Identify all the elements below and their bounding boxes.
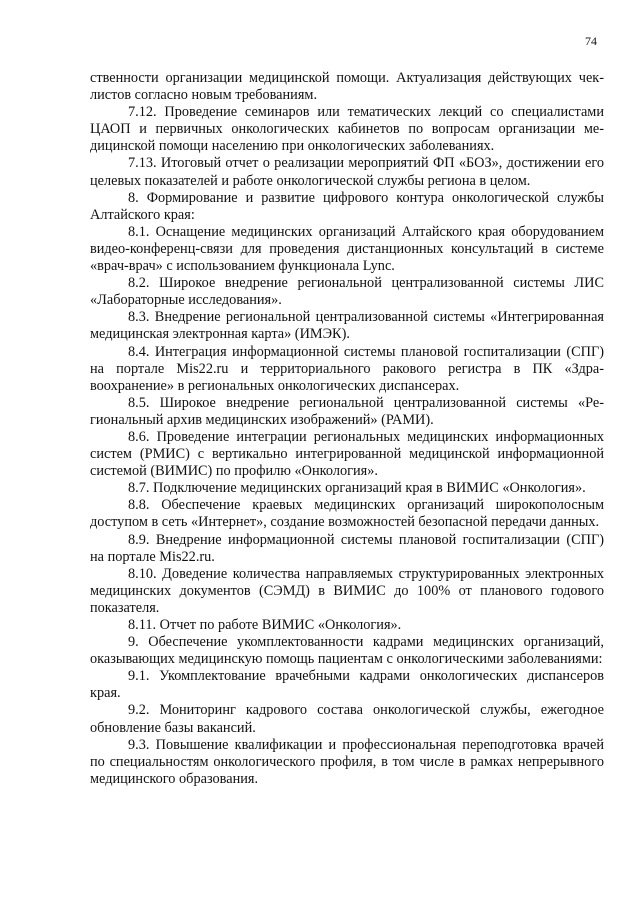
paragraph: 8.4. Интеграция информационной системы плановой госпитализации (СПГ) на портале Mis22.ru и территориального ракового регистра в ПК «Здравоохранение» в региональных онкологических диспансерах. xyxy=(90,343,604,394)
paragraph: 8.9. Внедрение информационной системы плановой госпитализации (СПГ) на портале Mis22.ru. xyxy=(90,531,604,565)
paragraph: 8.10. Доведение количества направляемых структурированных электронных медицинских документов (СЭМД) в ВИМИС до 100% от планового годового показателя. xyxy=(90,565,604,616)
document-body xyxy=(90,70,604,788)
paragraph: 8.1. Оснащение медицинских организаций Алтайского края оборудованием видео-конференц-связи для проведения дистанционных консультаций в системе «врач-врач» с использованием функционала Lync. xyxy=(90,223,604,275)
paragraph: 8.5. Широкое внедрение региональной централизованной системы «Региональный архив медицинских изображений» (РАМИ). xyxy=(90,394,604,428)
paragraph: 7.13. Итоговый отчет о реализации мероприятий ФП «БОЗ», достижении его целевых показателей и работе онкологической службы региона в целом. xyxy=(90,155,604,189)
paragraph: 9.1. Укомплектование врачебными кадрами онкологических диспансеров края. xyxy=(90,668,604,702)
paragraph: 8.3. Внедрение региональной централизованной системы «Интегрированная медицинская электронная карта» (ИМЭК). xyxy=(90,309,604,343)
paragraph: 9.3. Повышение квалификации и профессиональная переподготовка врачей по специальностям онкологического профиля, в том числе в рамках непрерывного медицинского образования. xyxy=(90,736,604,787)
paragraph: 8.7. Подключение медицинских организаций края в ВИМИС «Онкология». xyxy=(128,480,586,497)
paragraph: 7.12. Проведение семинаров или тематических лекций со специалистами ЦАОП и первичных онкологических кабинетов по вопросам организации медицинской помощи населению при онкологических заболеваниях. xyxy=(90,104,604,155)
paragraph: 8. Формирование и развитие цифрового контура онкологической службы Алтайского края: xyxy=(90,189,604,223)
paragraph: 9. Обеспечение укомплектованности кадрами медицинских организаций, оказывающих медицинскую помощь пациентам с онкологическими заболеваниями: xyxy=(90,634,604,668)
page-number: 74 xyxy=(585,34,597,48)
paragraph: 8.11. Отчет по работе ВИМИС «Онкология». xyxy=(128,617,402,633)
paragraph: 8.8. Обеспечение краевых медицинских организаций широкополосным доступом в сеть «Интернет», создание возможностей безопасной передачи данных. xyxy=(90,497,604,531)
paragraph: ственности организации медицинской помощи. Актуализация действующих чек-листов согласно новым требованиям. xyxy=(90,70,604,104)
paragraph: 8.6. Проведение интеграции региональных медицинских информационных систем (РМИС) с вертикально интегрированной медицинской информационной системой (ВИМИС) по профилю «Онкология». xyxy=(90,428,604,480)
paragraph: 8.2. Широкое внедрение региональной централизованной системы ЛИС «Лабораторные исследования». xyxy=(90,275,604,309)
paragraph: 9.2. Мониторинг кадрового состава онкологической службы, ежегодное обновление базы вакансий. xyxy=(90,702,604,736)
